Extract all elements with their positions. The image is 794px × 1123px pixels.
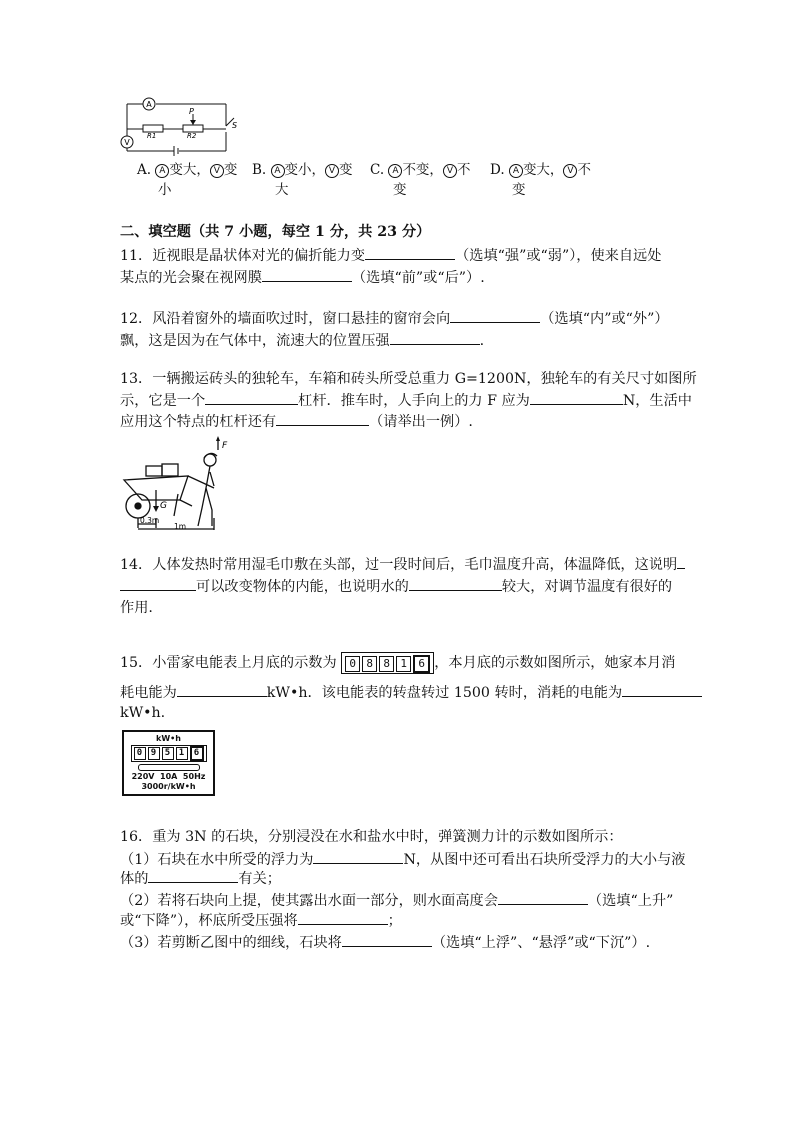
q14-line3: 作用.	[120, 600, 153, 616]
meter-digits: 0 9 5 1 6	[131, 745, 207, 762]
previous-meter-reading: 0 8 8 1 6	[341, 652, 434, 674]
q10-option-a: A. A 变大， V 变	[137, 162, 238, 178]
r2-label: R2	[187, 132, 197, 140]
slider-label: P	[189, 107, 194, 116]
ammeter-label: A	[146, 100, 152, 109]
q16-line1: 16．重为 3N 的石块，分别浸没在水和盐水中时，弹簧测力计的示数如图所示：	[120, 829, 623, 845]
force-f-label: F	[222, 441, 228, 451]
circuit-diagram	[118, 96, 248, 156]
answer-blank[interactable]	[390, 330, 480, 345]
q14-line2: 可以改变物体的内能，也说明水的 较大，对调节温度有很好的	[120, 576, 672, 597]
q13-line1: 13．一辆搬运砖头的独轮车，车箱和砖头所受总重力 G=1200N，独轮车的有关尺寸如图所	[120, 371, 697, 387]
meter-rate: 3000r/kW•h	[141, 782, 196, 791]
answer-blank[interactable]	[276, 411, 369, 426]
answer-blank[interactable]	[498, 890, 588, 905]
ammeter-icon: A	[509, 164, 523, 178]
answer-blank[interactable]	[262, 267, 352, 282]
q15-line3: kW•h.	[120, 705, 166, 721]
answer-blank[interactable]	[120, 576, 196, 591]
answer-blank[interactable]	[450, 308, 540, 323]
q12-line2: 飘，这是因为在气体中，流速大的位置压强 .	[120, 330, 484, 351]
q16-line2: （1）石块在水中所受的浮力为 N，从图中还可看出石块所受浮力的大小与液	[120, 849, 685, 870]
meter-window	[138, 764, 200, 771]
q15-line1: 15．小雷家电能表上月底的示数为 0 8 8 1 6 ，本月底的示数如图所示，她家本月消	[120, 652, 675, 674]
q11-line1: 11．近视眼是晶状体对光的偏折能力变 （选填“强”或“弱”），使来自远处	[120, 245, 661, 266]
meter-spec: 220V 10A 50Hz	[131, 772, 206, 781]
answer-blank[interactable]	[148, 868, 238, 883]
distance-short-label: 0.3m	[140, 516, 160, 525]
voltmeter-icon: V	[563, 164, 577, 178]
voltmeter-icon: V	[443, 164, 457, 178]
voltmeter-label: V	[124, 138, 130, 147]
q13-line3: 应用这个特点的杠杆还有 （请举出一例）.	[120, 411, 473, 432]
q16-line3: 体的 有关；	[120, 868, 281, 889]
answer-blank-start	[677, 554, 685, 569]
ammeter-icon: A	[155, 164, 169, 178]
answer-blank[interactable]	[342, 932, 432, 947]
section-title: 二、填空题（共 7 小题，每空 1 分，共 23 分）	[120, 224, 431, 240]
energy-meter-figure	[122, 730, 215, 796]
answer-blank[interactable]	[298, 910, 388, 925]
q16-line6: （3）若剪断乙图中的细线，石块将 （选填“上浮”、“悬浮”或“下沉”）.	[120, 932, 650, 953]
q13-line2: 示，它是一个 杠杆．推车时，人手向上的力 F 应为 N，生活中	[120, 390, 692, 411]
q10-option-c-wrap: 变	[393, 182, 407, 198]
q10-option-d-wrap: 变	[512, 182, 526, 198]
q10-option-b-wrap: 大	[275, 182, 289, 198]
q10-option-d: D. A 变大， V 不	[490, 162, 591, 178]
q16-line4: （2）若将石块向上提，使其露出水面一部分，则水面高度会 （选填“上升”	[120, 890, 673, 911]
q15-line2: 耗电能为 kW•h．该电能表的转盘转过 1500 转时，消耗的电能为	[120, 682, 702, 703]
q11-line2: 某点的光会聚在视网膜 （选填“前”或“后”）.	[120, 267, 485, 288]
switch-label: S	[232, 121, 238, 130]
q10-option-a-wrap: 小	[158, 182, 172, 198]
answer-blank[interactable]	[205, 390, 298, 405]
voltmeter-icon: V	[210, 164, 224, 178]
voltmeter-icon: V	[325, 164, 339, 178]
answer-blank[interactable]	[365, 245, 455, 260]
answer-blank[interactable]	[622, 682, 702, 697]
wheelbarrow-figure	[118, 436, 230, 532]
meter-unit: kW•h	[156, 734, 181, 743]
ammeter-icon: A	[271, 164, 285, 178]
q12-line1: 12．风沿着窗外的墙面吹过时，窗口悬挂的窗帘会向 （选填“内”或“外”）	[120, 308, 669, 329]
q10-option-c: C. A 不变， V 不	[370, 162, 471, 178]
gravity-g-label: G	[160, 501, 167, 511]
ammeter-icon: A	[388, 164, 402, 178]
answer-blank[interactable]	[530, 390, 623, 405]
answer-blank[interactable]	[313, 849, 403, 864]
q10-option-b: B. A 变小， V 变	[252, 162, 353, 178]
distance-long-label: 1m	[174, 522, 187, 531]
answer-blank[interactable]	[409, 576, 502, 591]
q14-line1: 14．人体发热时常用湿毛巾敷在头部，过一段时间后，毛巾温度升高，体温降低，这说明	[120, 554, 685, 575]
answer-blank[interactable]	[177, 682, 267, 697]
r1-label: R1	[147, 132, 157, 140]
q16-line5: 或“下降”），杯底所受压强将 ；	[120, 910, 402, 931]
